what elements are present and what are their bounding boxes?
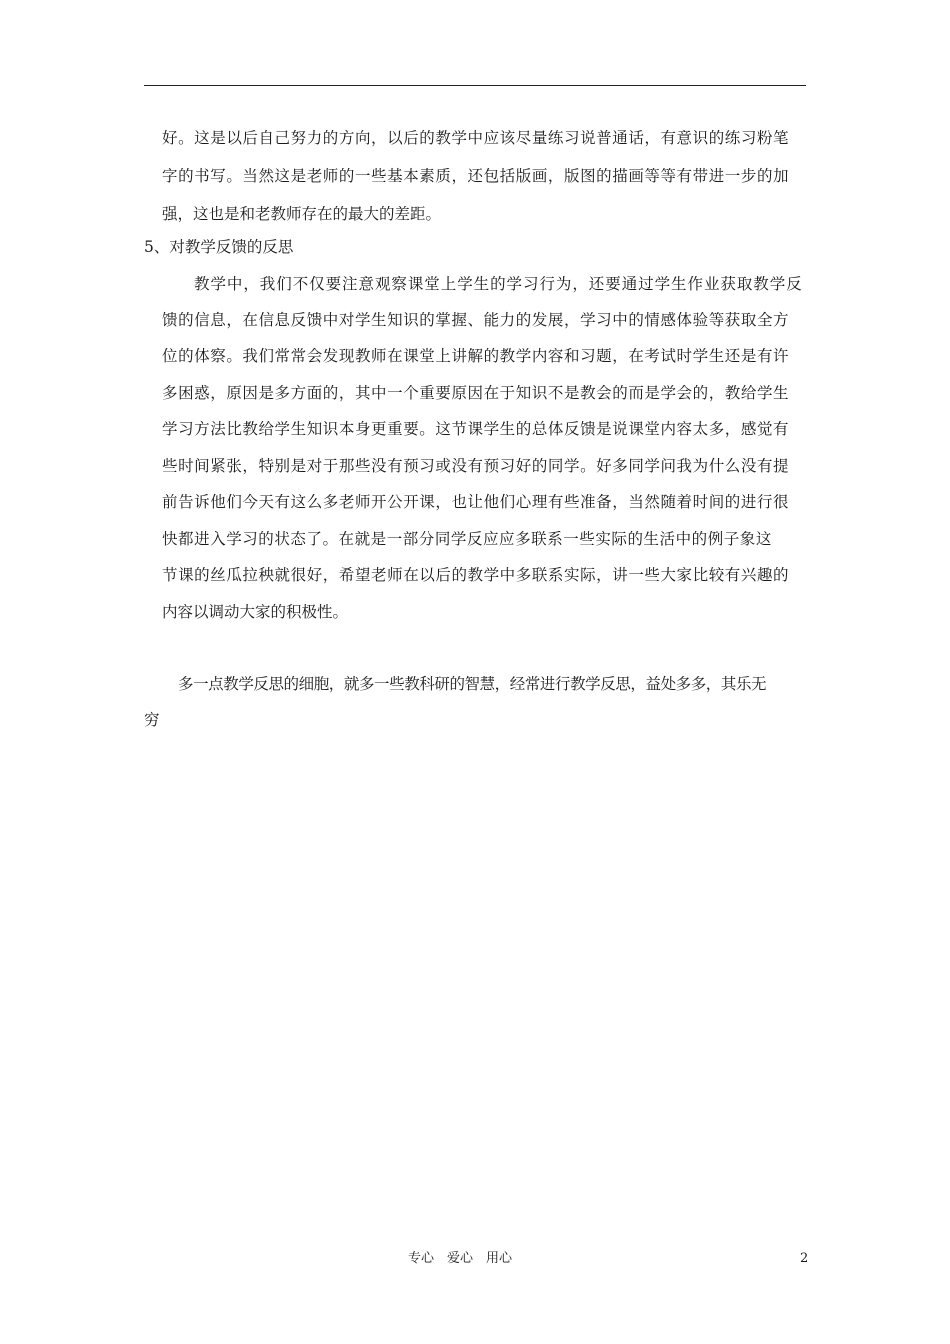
paragraph-2-line-7: 前告诉他们今天有这么多老师开公开课，也让他们心理有些准备，当然随着时间的进行很	[162, 493, 790, 511]
paragraph-1-line-2: 字的书写。当然这是老师的一些基本素质，还包括版画，版图的描画等等有带进一步的加	[162, 167, 790, 185]
paragraph-1-line-1: 好。这是以后自己努力的方向，以后的教学中应该尽量练习说普通话，有意识的练习粉笔	[162, 129, 790, 147]
header-rule	[144, 85, 806, 86]
page-number: 2	[800, 1251, 809, 1266]
paragraph-2-line-6: 些时间紧张，特别是对于那些没有预习或没有预习好的同学。好多同学问我为什么没有提	[162, 457, 790, 475]
paragraph-3-line-2: 穷	[144, 711, 160, 729]
paragraph-2-line-4: 多困惑，原因是多方面的，其中一个重要原因在于知识不是教会的而是学会的，教给学生	[162, 384, 790, 402]
paragraph-2-line-9: 节课的丝瓜拉秧就很好，希望老师在以后的教学中多联系实际，讲一些大家比较有兴趣的	[162, 566, 790, 584]
paragraph-2-line-1: 教学中，我们不仅要注意观察课堂上学生的学习行为，还要通过学生作业获取教学反	[194, 275, 803, 293]
paragraph-1-line-3: 强，这也是和老教师存在的最大的差距。	[162, 205, 442, 223]
paragraph-2-line-8: 快都进入学习的状态了。在就是一部分同学反应应多联系一些实际的生活中的例子象这	[162, 530, 772, 548]
section-heading: 5、对教学反馈的反思	[144, 238, 294, 256]
paragraph-2-line-10: 内容以调动大家的积极性。	[162, 603, 349, 621]
paragraph-2-line-3: 位的体察。我们常常会发现教师在课堂上讲解的教学内容和习题，在考试时学生还是有许	[162, 347, 790, 365]
footer-motto: 专心 爱心 用心	[408, 1251, 513, 1266]
paragraph-2-line-2: 馈的信息，在信息反馈中对学生知识的掌握、能力的发展，学习中的情感体验等获取全方	[162, 311, 790, 329]
paragraph-2-line-5: 学习方法比教给学生知识本身更重要。这节课学生的总体反馈是说课堂内容太多，感觉有	[162, 420, 790, 438]
paragraph-3-line-1: 多一点教学反思的细胞，就多一些教科研的智慧，经常进行教学反思，益处多多，其乐无	[178, 675, 767, 693]
